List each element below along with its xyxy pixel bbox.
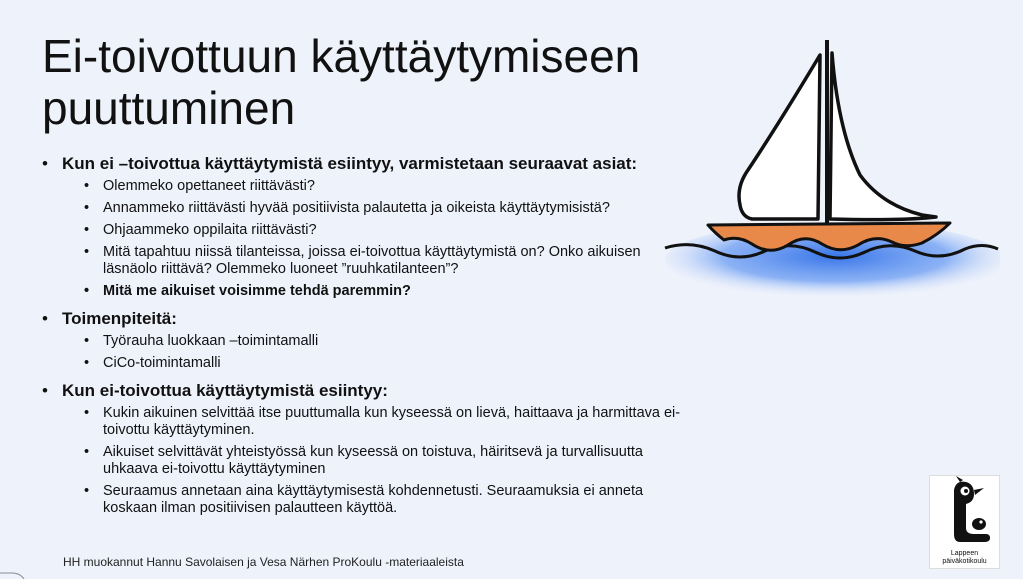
- list-item: • Aikuiset selvittävät yhteistyössä kun kyseessä on toistuva, häiritsevä ja turvallisuutta uhkaava ei-toivottu käyttäytyminen: [42, 444, 682, 478]
- list-item: • Annammeko riittävästi hyvää positiivista palautetta ja oikeista käyttäytymisistä?: [42, 200, 682, 217]
- list-item: • Ohjaammeko oppilaita riittävästi?: [42, 222, 682, 239]
- section-heading: • Toimenpiteitä:: [42, 308, 682, 330]
- section-heading: • Kun ei-toivottua käyttäytymistä esiintyy:: [42, 380, 682, 402]
- bullet-list: [42, 178, 682, 300]
- list-item: • Mitä tapahtuu niissä tilanteissa, joissa ei-toivottua käyttäytymistä on? Onko aikuisen läsnäolo riittävä? Olemmeko luoneet ”ruuhkatilanteen”?: [42, 244, 682, 278]
- list-item: • Työrauha luokkaan –toimintamalli: [42, 333, 682, 350]
- list-item: • Olemmeko opettaneet riittävästi?: [42, 178, 682, 195]
- slide-title: Ei-toivottuun käyttäytymiseen puuttuminen: [42, 30, 641, 134]
- list-item: • Mitä me aikuiset voisimme tehdä paremmin?: [42, 283, 682, 300]
- jib-sail: [830, 53, 936, 220]
- bullet-list: [42, 405, 682, 517]
- bird-letter-l-logo-icon: [930, 476, 999, 548]
- list-item: • Kukin aikuinen selvittää itse puuttumalla kun kyseessä on lievä, haittaava ja harmittava ei-toivottu käyttäytyminen.: [42, 405, 682, 439]
- sailboat-illustration: [660, 35, 1000, 300]
- source-footnote: HH muokannut Hannu Savolaisen ja Vesa Närhen ProKoulu -materiaaleista: [63, 555, 464, 569]
- slide-content: [42, 153, 682, 522]
- bullet-list: [42, 333, 682, 372]
- list-item: • Seuraamus annetaan aina käyttäytymisestä kohdennetusti. Seuraamuksia ei anneta koskaan ilman positiivisen palautteen käyttöä.: [42, 483, 682, 517]
- logo-text: Lappeen päiväkotikoulu: [942, 550, 987, 565]
- mainsail: [739, 55, 820, 219]
- corner-fragment: [0, 571, 30, 579]
- list-item: • CiCo-toimintamalli: [42, 355, 682, 372]
- school-logo: [929, 475, 1000, 569]
- section-heading: • Kun ei –toivottua käyttäytymistä esiintyy, varmistetaan seuraavat asiat:: [42, 153, 682, 175]
